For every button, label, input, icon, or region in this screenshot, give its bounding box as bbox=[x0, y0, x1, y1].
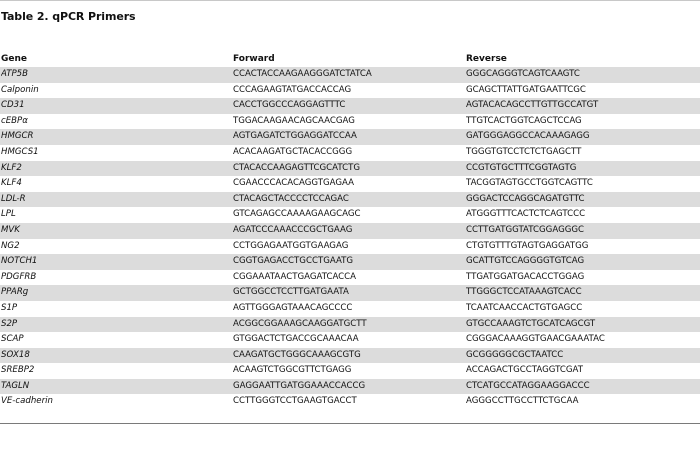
cell-forward-primer: CGGTGAGACCTGCCTGAATG bbox=[233, 256, 354, 267]
cell-forward-primer: CGGAAATAACTGAGATCACCA bbox=[233, 271, 357, 282]
cell-reverse-primer: GTGCCAAAGTCTGCATCAGCGT bbox=[466, 318, 596, 329]
cell-forward-primer: CCTGGAGAATGGTGAAGAG bbox=[233, 240, 349, 251]
table-row bbox=[0, 114, 700, 130]
cell-forward-primer: ACACAAGATGCTACACCGGG bbox=[233, 146, 353, 157]
table-row bbox=[0, 363, 700, 379]
table-row bbox=[0, 254, 700, 270]
table-row bbox=[0, 317, 700, 333]
top-rule bbox=[0, 0, 700, 1]
table-row bbox=[0, 239, 700, 255]
cell-forward-primer: GTGGACTCTGACCGCAAACAA bbox=[233, 334, 359, 345]
primer-table bbox=[0, 51, 700, 410]
cell-gene: KLF2 bbox=[1, 162, 22, 173]
cell-reverse-primer: ATGGGTTTCACTCTCAGTCCC bbox=[466, 209, 586, 220]
cell-forward-primer: CACCTGGCCCAGGAGTTTC bbox=[233, 100, 346, 111]
cell-gene: TAGLN bbox=[1, 380, 30, 391]
cell-reverse-primer: TTGGGCTCCATAAAGTCACC bbox=[466, 287, 582, 298]
cell-reverse-primer: CGGGACAAAGGTGAACGAAATAC bbox=[466, 334, 605, 345]
cell-reverse-primer: GCGGGGGCGCTAATCC bbox=[466, 349, 564, 360]
table-row bbox=[0, 67, 700, 83]
table-row bbox=[0, 129, 700, 145]
cell-gene: S1P bbox=[1, 302, 18, 313]
cell-reverse-primer: CTGTGTTTGTAGTGAGGATGG bbox=[466, 240, 589, 251]
cell-reverse-primer: GCAGCTTATTGATGAATTCGC bbox=[466, 84, 586, 95]
cell-gene: ATP5B bbox=[1, 69, 29, 79]
table-row bbox=[0, 270, 700, 286]
table-row bbox=[0, 83, 700, 99]
cell-reverse-primer: TTGTCACTGGTCAGCTCCAG bbox=[466, 115, 582, 126]
table-row bbox=[0, 176, 700, 192]
cell-gene: SCAP bbox=[1, 334, 24, 345]
cell-reverse-primer: GCATTGTCCAGGGGTGTCAG bbox=[466, 256, 585, 267]
cell-reverse-primer: TACGGTAGTGCCTGGTCAGTTC bbox=[466, 178, 593, 189]
cell-gene: S2P bbox=[1, 318, 18, 329]
cell-forward-primer: TGGACAAGAACAGCAACGAG bbox=[233, 115, 355, 126]
cell-gene: CD31 bbox=[1, 100, 25, 111]
cell-gene: Calponin bbox=[1, 84, 39, 95]
cell-forward-primer: GTCAGAGCCAAAAGAAGCAGC bbox=[233, 209, 361, 220]
cell-reverse-primer: TTGATGGATGACACCTGGAG bbox=[466, 271, 585, 282]
cell-gene: HMGCS1 bbox=[1, 146, 39, 157]
cell-reverse-primer: GGGCAGGGTCAGTCAAGTC bbox=[466, 69, 580, 79]
cell-forward-primer: GAGGAATTGATGGAAACCACCG bbox=[233, 380, 366, 391]
cell-forward-primer: CTACACCAAGAGTTCGCATCTG bbox=[233, 162, 360, 173]
cell-gene: MVK bbox=[1, 224, 20, 235]
cell-gene: cEBPα bbox=[1, 115, 28, 126]
table-row bbox=[0, 285, 700, 301]
table-row bbox=[0, 161, 700, 177]
table-row bbox=[0, 207, 700, 223]
cell-reverse-primer: ACCAGACTGCCTAGGTCGAT bbox=[466, 365, 583, 376]
table-row bbox=[0, 332, 700, 348]
table-row bbox=[0, 192, 700, 208]
cell-reverse-primer: CCGTGTGCTTTCGGTAGTG bbox=[466, 162, 577, 173]
table-row bbox=[0, 98, 700, 114]
cell-gene: HMGCR bbox=[1, 131, 34, 142]
cell-forward-primer: CGAACCCACACAGGTGAGAA bbox=[233, 178, 354, 189]
table-header-row bbox=[0, 51, 700, 67]
bottom-rule bbox=[0, 423, 700, 424]
cell-reverse-primer: CCTTGATGGTATCGGAGGGC bbox=[466, 224, 585, 235]
cell-gene: NOTCH1 bbox=[1, 256, 38, 267]
cell-reverse-primer: TCAATCAACCACTGTGAGCC bbox=[466, 302, 583, 313]
cell-reverse-primer: AGTACACAGCCTTGTTGCCATGT bbox=[466, 100, 599, 111]
cell-forward-primer: CCCAGAAGTATGACCACCAG bbox=[233, 84, 352, 95]
table-row bbox=[0, 301, 700, 317]
table-row bbox=[0, 145, 700, 161]
table-row bbox=[0, 223, 700, 239]
cell-reverse-primer: TGGGTGTCCTCTCTGAGCTT bbox=[466, 146, 582, 157]
cell-gene: LPL bbox=[1, 209, 16, 220]
column-header-forward: Forward bbox=[233, 54, 275, 64]
cell-forward-primer: AGATCCCAAACCCGCTGAAG bbox=[233, 224, 353, 235]
cell-forward-primer: AGTGAGATCTGGAGGATCCAA bbox=[233, 131, 357, 142]
cell-forward-primer: ACAAGTCTGGCGTTCTGAGG bbox=[233, 365, 352, 376]
table-row bbox=[0, 348, 700, 364]
table-row bbox=[0, 379, 700, 395]
cell-forward-primer: GCTGGCCTCCTTGATGAATA bbox=[233, 287, 349, 298]
cell-gene: KLF4 bbox=[1, 178, 22, 189]
cell-gene: LDL-R bbox=[1, 193, 26, 204]
cell-forward-primer: AGTTGGGAGTAAACAGCCCC bbox=[233, 302, 353, 313]
cell-gene: SREBP2 bbox=[1, 365, 35, 376]
cell-gene: NG2 bbox=[1, 240, 20, 251]
cell-forward-primer: CCTTGGGTCCTGAAGTGACCT bbox=[233, 396, 357, 407]
table-row bbox=[0, 394, 700, 410]
cell-forward-primer: CTACAGCTACCCCTCCAGAC bbox=[233, 193, 349, 204]
cell-reverse-primer: CTCATGCCATAGGAAGGACCC bbox=[466, 380, 590, 391]
cell-forward-primer: CCACTACCAAGAAGGGATCTATCA bbox=[233, 69, 372, 79]
cell-gene: SOX18 bbox=[1, 349, 30, 360]
cell-forward-primer: CAAGATGCTGGGCAAAGCGTG bbox=[233, 349, 361, 360]
cell-gene: VE-cadherin bbox=[1, 396, 53, 407]
cell-reverse-primer: GATGGGAGGCCACAAAGAGG bbox=[466, 131, 590, 142]
column-header-reverse: Reverse bbox=[466, 54, 507, 64]
cell-gene: PDGFRB bbox=[1, 271, 37, 282]
cell-forward-primer: ACGGCGGAAAGCAAGGATGCTT bbox=[233, 318, 367, 329]
cell-reverse-primer: GGGACTCCAGGCAGATGTTC bbox=[466, 193, 585, 204]
table-title: Table 2. qPCR Primers bbox=[1, 10, 136, 23]
column-header-gene: Gene bbox=[1, 54, 28, 64]
cell-reverse-primer: AGGGCCTTGCCTTCTGCAA bbox=[466, 396, 579, 407]
cell-gene: PPARg bbox=[1, 287, 29, 298]
